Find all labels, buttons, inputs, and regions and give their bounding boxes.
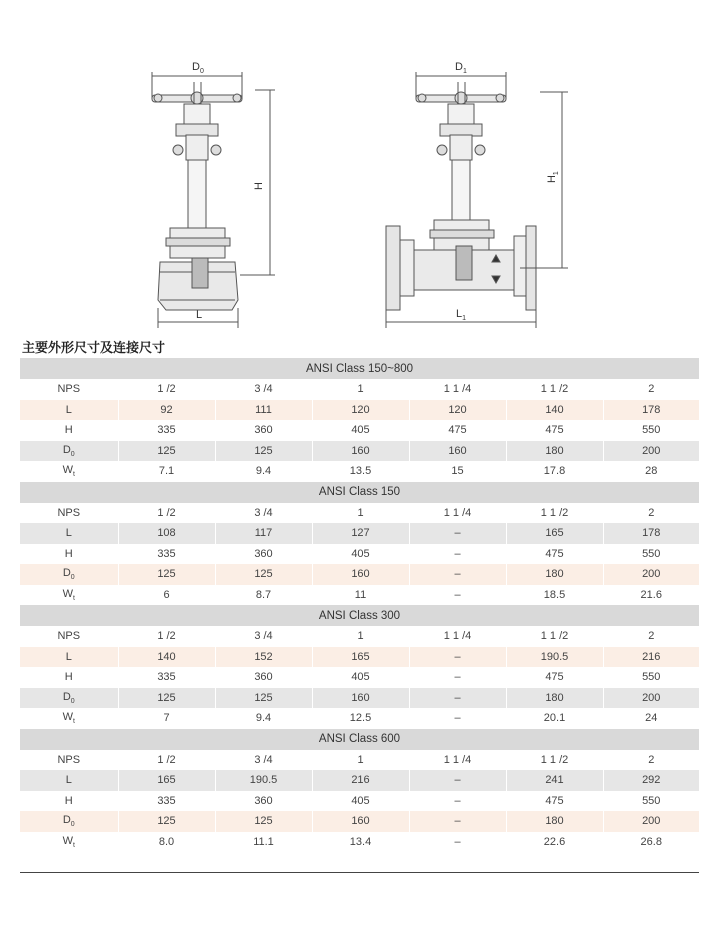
row-label-text: L <box>65 403 72 416</box>
table-cell: 1 <box>312 379 409 400</box>
row-label <box>20 461 118 482</box>
row-label-text: NPS <box>57 753 81 766</box>
table-cell: 15 <box>409 461 506 482</box>
table-cell: 117 <box>215 523 312 544</box>
table-cell: 475 <box>506 667 603 688</box>
table-cell: 1 /2 <box>118 626 215 647</box>
table-row <box>20 544 699 565</box>
table-cell: 475 <box>409 420 506 441</box>
row-label-text: L <box>65 774 72 787</box>
row-label-subscript: 0 <box>70 697 75 705</box>
table-cell: 200 <box>603 811 699 832</box>
right-valve-drawing <box>386 72 568 328</box>
table-cell: 8.0 <box>118 832 215 853</box>
row-label-text: H <box>64 547 73 560</box>
table-cell: 180 <box>506 811 603 832</box>
table-cell: 550 <box>603 544 699 565</box>
table-cell: 92 <box>118 400 215 421</box>
row-label-text: NPS <box>57 506 81 519</box>
row-label <box>20 688 118 709</box>
table-row <box>20 585 699 606</box>
row-label <box>20 585 118 606</box>
table-cell: 405 <box>312 791 409 812</box>
table-cell: – <box>409 647 506 668</box>
table-row <box>20 626 699 647</box>
table-cell: 292 <box>603 770 699 791</box>
table-cell: 1 1 /4 <box>409 503 506 524</box>
table-cell: 125 <box>118 441 215 462</box>
table-cell: 475 <box>506 791 603 812</box>
table-cell: 360 <box>215 667 312 688</box>
row-label-subscript: t <box>72 471 75 479</box>
table-row <box>20 379 699 400</box>
table-cell: 18.5 <box>506 585 603 606</box>
table-cell: 22.6 <box>506 832 603 853</box>
table-cell: 1 /2 <box>118 379 215 400</box>
table-cell: 335 <box>118 667 215 688</box>
table-cell: 165 <box>312 647 409 668</box>
table-cell: 160 <box>312 441 409 462</box>
table-cell: 1 /2 <box>118 503 215 524</box>
dimension-table <box>20 358 699 852</box>
table-row <box>20 420 699 441</box>
table-cell: 1 1 /2 <box>506 750 603 771</box>
section-title: 主要外形尺寸及连接尺寸 <box>22 341 166 356</box>
row-label <box>20 791 118 812</box>
table-cell: 12.5 <box>312 708 409 729</box>
table-row <box>20 832 699 853</box>
table-cell: 160 <box>312 811 409 832</box>
table-cell: 241 <box>506 770 603 791</box>
table-cell: 550 <box>603 791 699 812</box>
row-label-text: L <box>65 650 72 663</box>
table-cell: 8.7 <box>215 585 312 606</box>
table-cell: 108 <box>118 523 215 544</box>
table-cell: – <box>409 585 506 606</box>
dim-label-d1: $D_1$ <box>455 61 467 76</box>
table-cell: 152 <box>215 647 312 668</box>
table-cell: 475 <box>506 420 603 441</box>
table-row <box>20 400 699 421</box>
class-header-row <box>20 482 699 503</box>
table-cell: – <box>409 544 506 565</box>
dim-label-d0: $D_0$ <box>192 61 204 76</box>
row-label-subscript: 0 <box>70 821 75 829</box>
table-cell: 13.4 <box>312 832 409 853</box>
table-cell: 1 1 /4 <box>409 626 506 647</box>
table-cell: 125 <box>118 564 215 585</box>
dim-label-l: L <box>196 309 203 321</box>
row-label-subscript: 0 <box>70 450 75 458</box>
table-cell: 3 /4 <box>215 750 312 771</box>
class-title: ANSI Class 600 <box>20 729 699 750</box>
table-row <box>20 667 699 688</box>
left-valve-drawing <box>152 72 275 328</box>
table-row <box>20 523 699 544</box>
table-cell: – <box>409 667 506 688</box>
table-cell: 200 <box>603 564 699 585</box>
table-cell: – <box>409 688 506 709</box>
row-label <box>20 400 118 421</box>
table-cell: 360 <box>215 544 312 565</box>
table-cell: 1 1 /4 <box>409 379 506 400</box>
row-label <box>20 564 118 585</box>
class-header-row <box>20 605 699 626</box>
table-bottom-rule <box>20 872 699 873</box>
class-title: ANSI Class 150~800 <box>20 358 699 379</box>
row-label-text: D <box>62 814 71 827</box>
table-cell: 2 <box>603 379 699 400</box>
table-cell: 405 <box>312 667 409 688</box>
row-label-text: NPS <box>57 383 81 396</box>
table-cell: 120 <box>409 400 506 421</box>
table-cell: 360 <box>215 791 312 812</box>
class-title: ANSI Class 150 <box>20 482 699 503</box>
table-cell: – <box>409 708 506 729</box>
table-cell: 1 /2 <box>118 750 215 771</box>
row-label-text: H <box>64 794 73 807</box>
table-cell: 160 <box>409 441 506 462</box>
table-row <box>20 811 699 832</box>
table-cell: 216 <box>603 647 699 668</box>
row-label <box>20 441 118 462</box>
table-cell: 21.6 <box>603 585 699 606</box>
table-cell: 120 <box>312 400 409 421</box>
row-label <box>20 667 118 688</box>
dim-label-l1: $L_1$ <box>456 308 467 323</box>
row-label <box>20 811 118 832</box>
table-cell: 178 <box>603 523 699 544</box>
row-label-text: W <box>62 834 73 847</box>
row-label <box>20 647 118 668</box>
table-cell: 165 <box>506 523 603 544</box>
row-label <box>20 544 118 565</box>
table-row <box>20 708 699 729</box>
table-cell: 140 <box>506 400 603 421</box>
table-row <box>20 688 699 709</box>
table-row <box>20 750 699 771</box>
dim-label-h: H <box>252 182 265 190</box>
table-cell: – <box>409 523 506 544</box>
table-cell: 405 <box>312 420 409 441</box>
table-cell: 1 <box>312 503 409 524</box>
table-cell: – <box>409 564 506 585</box>
valve-drawings <box>0 0 720 335</box>
table-cell: 180 <box>506 441 603 462</box>
row-label-text: W <box>62 464 73 477</box>
table-cell: 200 <box>603 441 699 462</box>
table-cell: 160 <box>312 688 409 709</box>
table-row <box>20 461 699 482</box>
table-row <box>20 441 699 462</box>
row-label-text: NPS <box>57 630 81 643</box>
table-cell: 190.5 <box>506 647 603 668</box>
table-cell: 1 1 /2 <box>506 503 603 524</box>
row-label-text: D <box>62 443 71 456</box>
table-cell: 7.1 <box>118 461 215 482</box>
table-cell: 26.8 <box>603 832 699 853</box>
table-row <box>20 647 699 668</box>
table-cell: 111 <box>215 400 312 421</box>
table-cell: 335 <box>118 544 215 565</box>
table-cell: 140 <box>118 647 215 668</box>
row-label-subscript: t <box>72 718 75 726</box>
table-cell: – <box>409 811 506 832</box>
row-label <box>20 708 118 729</box>
table-cell: 1 <box>312 626 409 647</box>
table-cell: 405 <box>312 544 409 565</box>
table-cell: 180 <box>506 564 603 585</box>
table-cell: 335 <box>118 791 215 812</box>
row-label <box>20 750 118 771</box>
table-cell: 125 <box>215 564 312 585</box>
table-cell: 11.1 <box>215 832 312 853</box>
row-label <box>20 770 118 791</box>
table-cell: 13.5 <box>312 461 409 482</box>
row-label <box>20 379 118 400</box>
table-row <box>20 770 699 791</box>
table-cell: 165 <box>118 770 215 791</box>
row-label <box>20 523 118 544</box>
table-cell: 125 <box>215 688 312 709</box>
table-cell: 2 <box>603 750 699 771</box>
row-label-subscript: t <box>72 594 75 602</box>
row-label <box>20 626 118 647</box>
table-cell: 1 1 /2 <box>506 626 603 647</box>
table-row <box>20 791 699 812</box>
valve-drawing-svg <box>0 0 720 335</box>
table-cell: 550 <box>603 420 699 441</box>
table-cell: 125 <box>118 811 215 832</box>
row-label <box>20 503 118 524</box>
table-cell: 200 <box>603 688 699 709</box>
table-cell: 11 <box>312 585 409 606</box>
table-cell: 28 <box>603 461 699 482</box>
table-cell: 160 <box>312 564 409 585</box>
table-cell: 216 <box>312 770 409 791</box>
table-cell: 3 /4 <box>215 626 312 647</box>
table-cell: 125 <box>215 441 312 462</box>
table-cell: 7 <box>118 708 215 729</box>
table-cell: 1 <box>312 750 409 771</box>
table-cell: 3 /4 <box>215 379 312 400</box>
row-label-text: W <box>62 587 73 600</box>
table-cell: 127 <box>312 523 409 544</box>
class-title: ANSI Class 300 <box>20 605 699 626</box>
table-cell: 3 /4 <box>215 503 312 524</box>
table-cell: 190.5 <box>215 770 312 791</box>
row-label-text: H <box>64 424 73 437</box>
row-label-text: D <box>62 567 71 580</box>
table-cell: 9.4 <box>215 708 312 729</box>
table-cell: 475 <box>506 544 603 565</box>
row-label-subscript: 0 <box>70 574 75 582</box>
row-label-subscript: t <box>72 841 75 849</box>
table-cell: 125 <box>118 688 215 709</box>
table-cell: 1 1 /2 <box>506 379 603 400</box>
row-label <box>20 832 118 853</box>
table-cell: 125 <box>215 811 312 832</box>
table-cell: 178 <box>603 400 699 421</box>
table-cell: 1 1 /4 <box>409 750 506 771</box>
table-cell: – <box>409 791 506 812</box>
table-cell: – <box>409 770 506 791</box>
row-label-text: D <box>62 690 71 703</box>
class-header-row <box>20 358 699 379</box>
table-cell: 550 <box>603 667 699 688</box>
table-cell: 6 <box>118 585 215 606</box>
row-label-text: L <box>65 527 72 540</box>
table-cell: 335 <box>118 420 215 441</box>
table-cell: 20.1 <box>506 708 603 729</box>
table-row <box>20 564 699 585</box>
row-label <box>20 420 118 441</box>
table-row <box>20 503 699 524</box>
table-cell: 2 <box>603 626 699 647</box>
row-label-text: H <box>64 671 73 684</box>
table-cell: – <box>409 832 506 853</box>
class-header-row <box>20 729 699 750</box>
row-label-text: W <box>62 711 73 724</box>
table-cell: 2 <box>603 503 699 524</box>
table-cell: 180 <box>506 688 603 709</box>
dim-label-h1: $H_1$ <box>545 171 561 184</box>
table-cell: 360 <box>215 420 312 441</box>
table-cell: 9.4 <box>215 461 312 482</box>
table-cell: 24 <box>603 708 699 729</box>
table-cell: 17.8 <box>506 461 603 482</box>
